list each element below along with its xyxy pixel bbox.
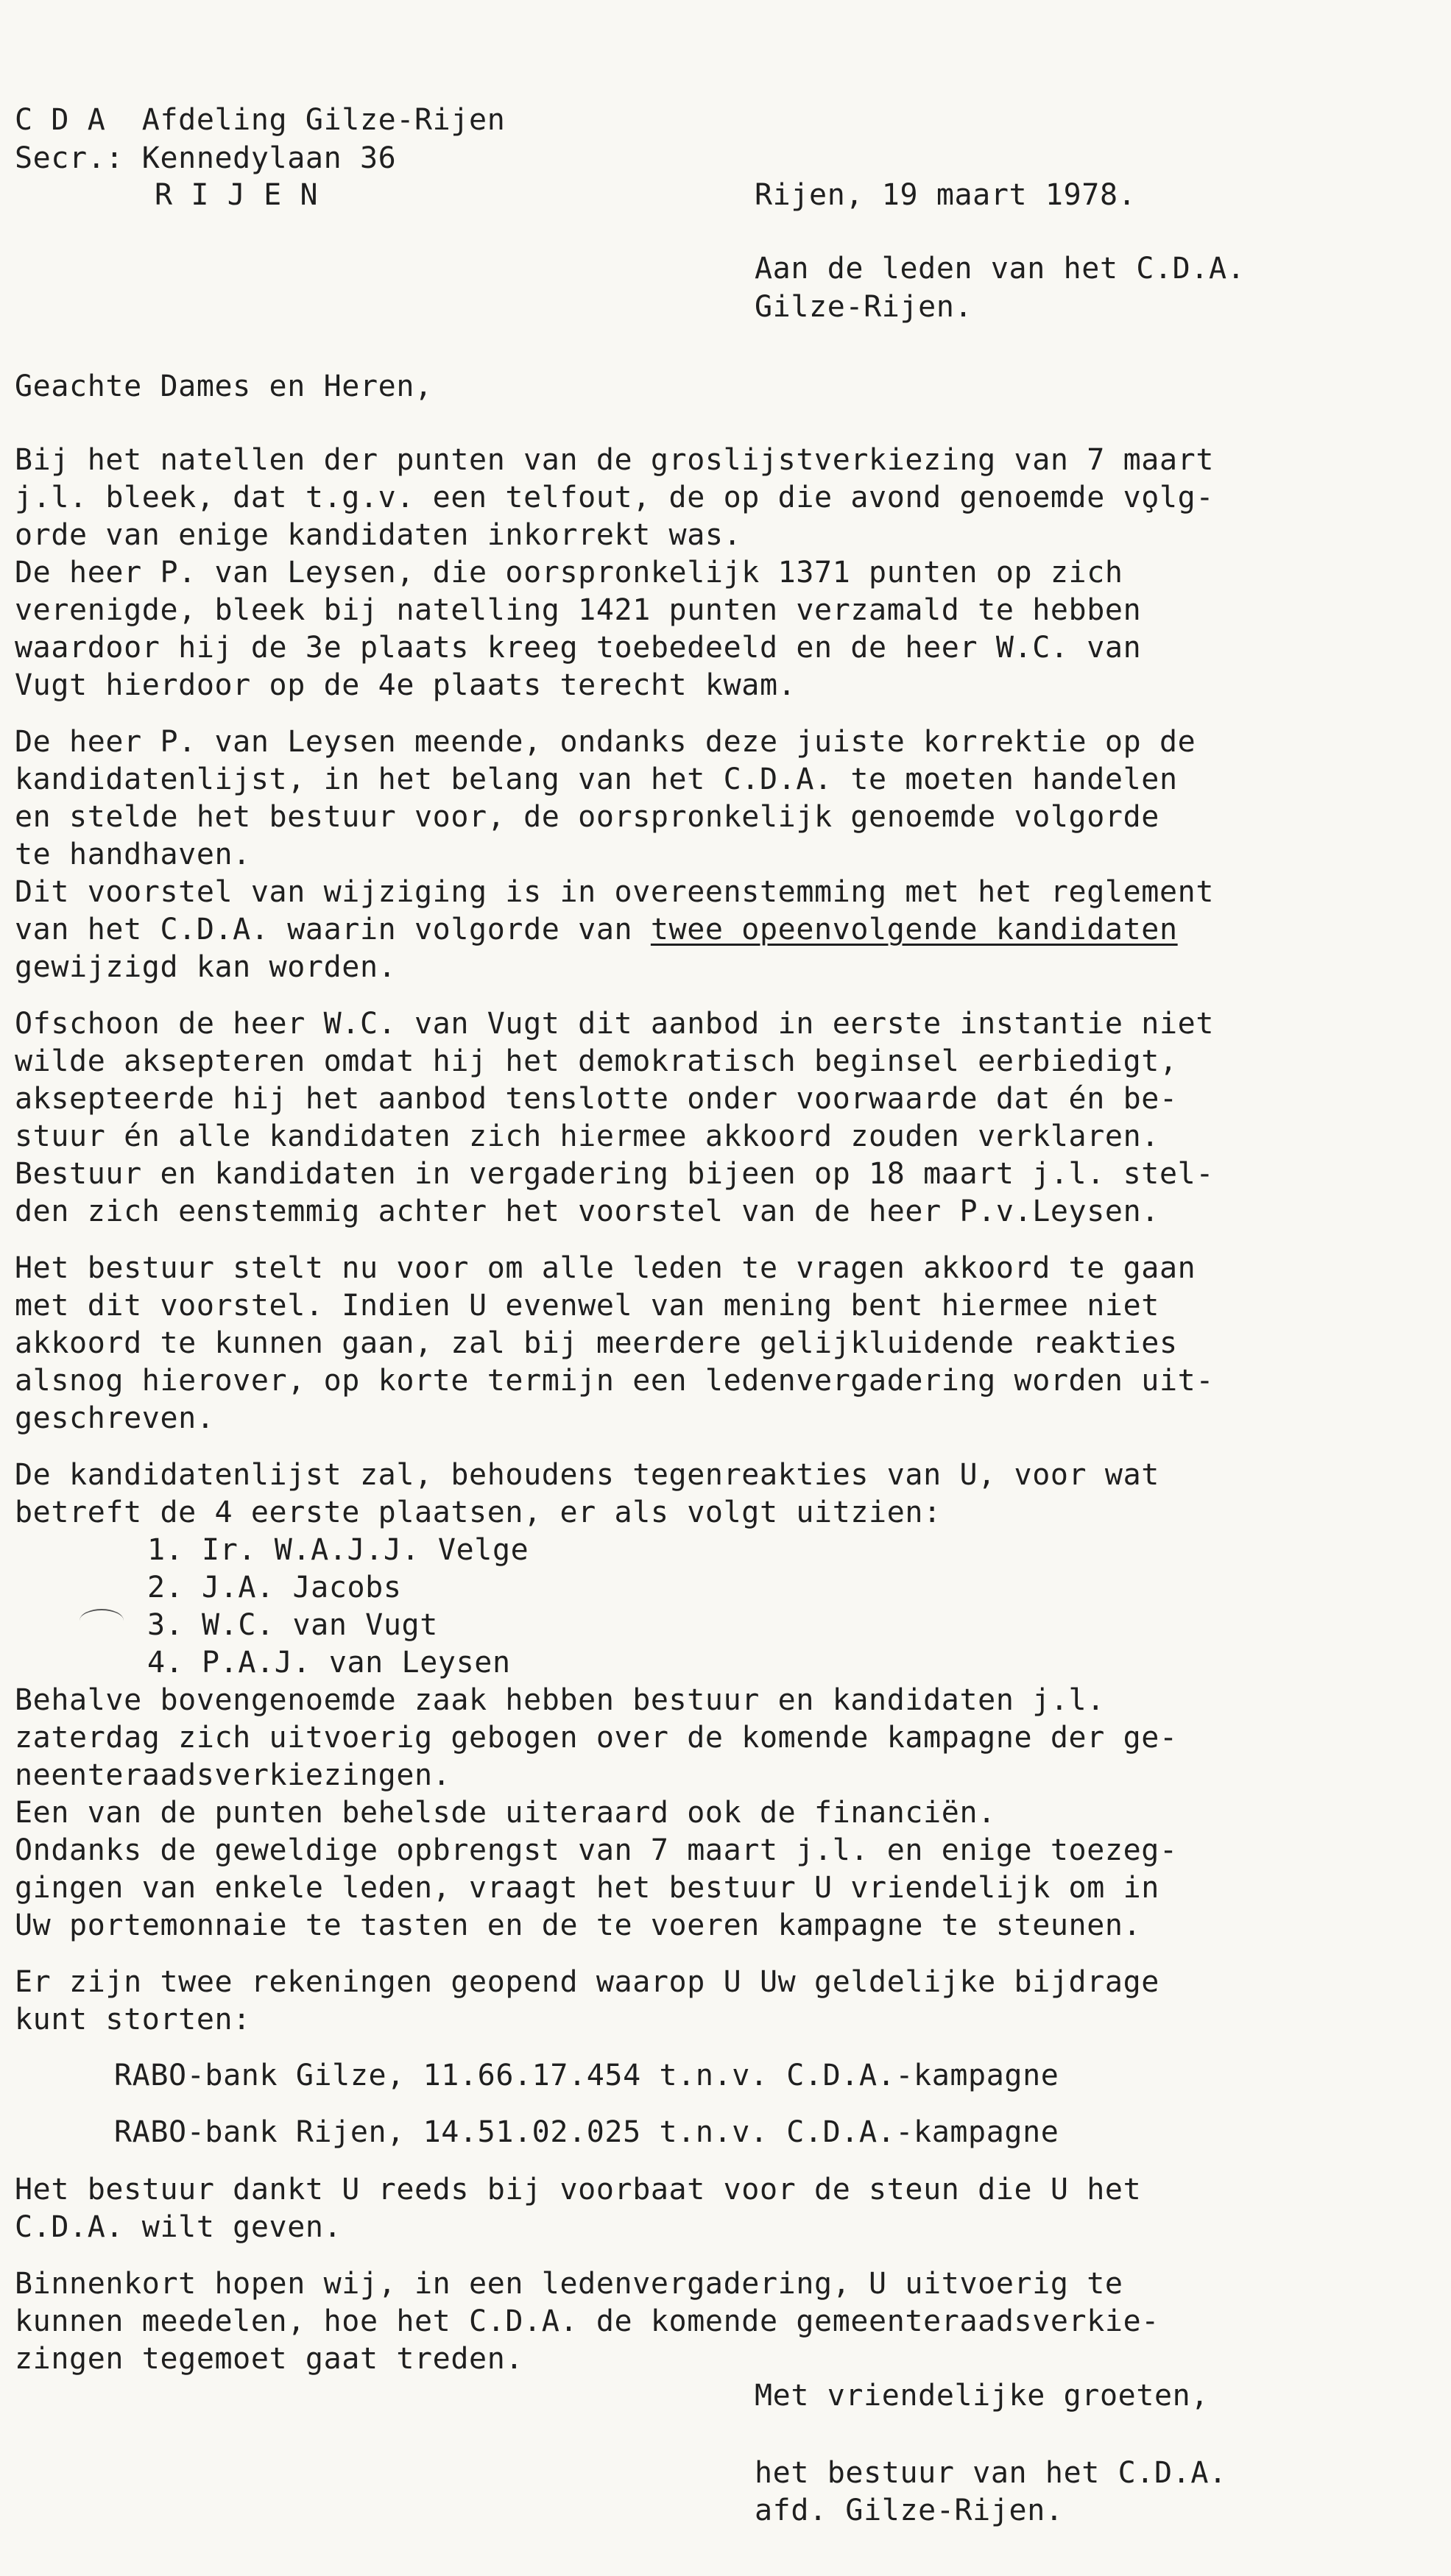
p3-line: Ofschoon de heer W.C. van Vugt dit aanbod in eerste instantie niet: [15, 1007, 1215, 1041]
salutation: Geachte Dames en Heren,: [15, 369, 433, 403]
p2-line: en stelde het bestuur voor, de oorspronkelijk genoemde volgorde: [15, 800, 1159, 834]
candidate-item: 1. Ir. W.A.J.J. Velge: [147, 1533, 529, 1567]
sender-line-1: C D A Afdeling Gilze-Rijen: [15, 103, 506, 137]
p2-line: Dit voorstel van wijziging is in overeenstemming met het reglement: [15, 875, 1215, 909]
p1-line: waardoor hij de 3e plaats kreeg toebedeeld en de heer W.C. van: [15, 631, 1142, 665]
p1-line: Bij het natellen der punten van de groslijstverkiezing van 7 maart: [15, 443, 1215, 477]
p6-line: gingen van enkele leden, vraagt het bestuur U vriendelijk om in: [15, 1871, 1159, 1905]
p1-line: De heer P. van Leysen, die oorspronkelijk 1371 punten op zich: [15, 556, 1123, 590]
p1-line: Vugt hierdoor op de 4e plaats terecht kwam.: [15, 668, 797, 702]
p7-line: kunt storten:: [15, 2003, 251, 2037]
candidate-item: 2. J.A. Jacobs: [147, 1571, 402, 1604]
p2-line-with-underline: [15, 911, 1178, 948]
p2-line-prefix: van het C.D.A. waarin volgorde van: [15, 913, 651, 946]
p8-line: Het bestuur dankt U reeds bij voorbaat voor de steun die U het: [15, 2173, 1142, 2207]
pen-mark: [80, 1609, 124, 1632]
candidate-item: 3. W.C. van Vugt: [147, 1608, 438, 1642]
p2-line: De heer P. van Leysen meende, ondanks deze juiste korrektie op de: [15, 725, 1196, 759]
p4-line: geschreven.: [15, 1401, 215, 1435]
p1-line: j.l. bleek, dat t.g.v. een telfout, de op die avond genoemde vo̧lg-: [15, 481, 1215, 514]
closing: Met vriendelijke groeten,: [755, 2379, 1210, 2413]
p3-line: wilde aksepteren omdat hij het demokratisch beginsel eerbiedigt,: [15, 1044, 1178, 1078]
p5-line: De kandidatenlijst zal, behoudens tegenreakties van U, voor wat: [15, 1458, 1159, 1492]
p6-line: Uw portemonnaie te tasten en de te voeren kampagne te steunen.: [15, 1908, 1142, 1942]
p6-line: Een van de punten behelsde uiteraard ook de financiën.: [15, 1796, 996, 1830]
p9-line: Binnenkort hopen wij, in een ledenvergadering, U uitvoerig te: [15, 2267, 1123, 2301]
p2-line: kandidatenlijst, in het belang van het C.D.A. te moeten handelen: [15, 762, 1178, 796]
p6-line: Behalve bovengenoemde zaak hebben bestuur en kandidaten j.l.: [15, 1683, 1105, 1717]
underlined-phrase: twee opeenvolgende kandidaten: [650, 913, 1178, 946]
p1-line: verenigde, bleek bij natelling 1421 punten verzamald te hebben: [15, 593, 1142, 627]
p2-line: gewijzigd kan worden.: [15, 950, 397, 984]
signature-line: afd. Gilze-Rijen.: [755, 2494, 1064, 2527]
p6-line: Ondanks de geweldige opbrengst van 7 maart j.l. en enige toezeg-: [15, 1833, 1178, 1867]
p4-line: alsnog hierover, op korte termijn een ledenvergadering worden uit-: [15, 1364, 1215, 1398]
p8-line: C.D.A. wilt geven.: [15, 2210, 342, 2244]
p6-line: zaterdag zich uitvoerig gebogen over de komende kampagne der ge-: [15, 1721, 1178, 1755]
sender-line-3: R I J E N: [155, 178, 319, 212]
recipient-line-1: Aan de leden van het C.D.A.: [755, 252, 1246, 286]
signature-line: het bestuur van het C.D.A.: [755, 2456, 1227, 2490]
p9-line: zingen tegemoet gaat treden.: [15, 2342, 524, 2376]
p3-line: den zich eenstemmig achter het voorstel van de heer P.v.Leysen.: [15, 1195, 1159, 1228]
sender-line-2: Secr.: Kennedylaan 36: [15, 141, 397, 175]
candidate-item: 4. P.A.J. van Leysen: [147, 1646, 511, 1680]
p6-line: neenteraadsverkiezingen.: [15, 1758, 451, 1792]
p5-line: betreft de 4 eerste plaatsen, er als volgt uitzien:: [15, 1496, 942, 1529]
p3-line: aksepteerde hij het aanbod tenslotte onder voorwaarde dat én be-: [15, 1082, 1178, 1116]
p4-line: akkoord te kunnen gaan, zal bij meerdere gelijkluidende reakties: [15, 1326, 1178, 1360]
p4-line: Het bestuur stelt nu voor om alle leden te vragen akkoord te gaan: [15, 1251, 1196, 1285]
p4-line: met dit voorstel. Indien U evenwel van mening bent hiermee niet: [15, 1289, 1159, 1323]
p3-line: Bestuur en kandidaten in vergadering bijeen op 18 maart j.l. stel-: [15, 1157, 1215, 1191]
bank-account: RABO-bank Gilze, 11.66.17.454 t.n.v. C.D.A.-kampagne: [114, 2059, 1059, 2092]
place-date: Rijen, 19 maart 1978.: [755, 178, 1137, 212]
p1-line: orde van enige kandidaten inkorrekt was.: [15, 518, 742, 552]
p9-line: kunnen meedelen, hoe het C.D.A. de komende gemeenteraadsverkie-: [15, 2304, 1159, 2338]
p3-line: stuur én alle kandidaten zich hiermee akkoord zouden verklaren.: [15, 1119, 1159, 1153]
p7-line: Er zijn twee rekeningen geopend waarop U Uw geldelijke bijdrage: [15, 1965, 1159, 1999]
p2-line: te handhaven.: [15, 838, 251, 871]
recipient-line-2: Gilze-Rijen.: [755, 290, 973, 324]
bank-account: RABO-bank Rijen, 14.51.02.025 t.n.v. C.D.A.-kampagne: [114, 2115, 1059, 2149]
